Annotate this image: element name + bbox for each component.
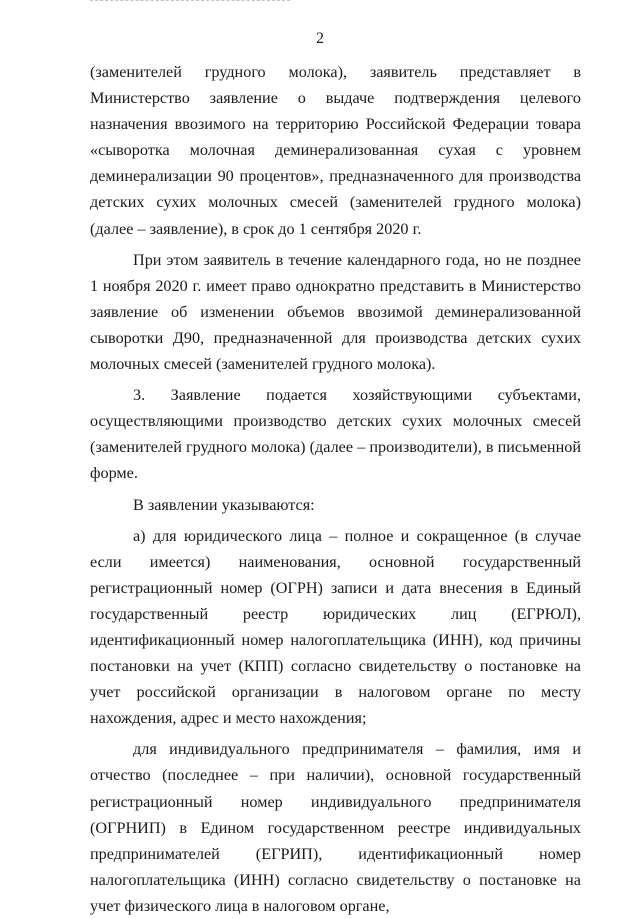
paragraph-individual-entrepreneur: для индивидуального предпринимателя – фамилия, имя и отчество (последнее – при наличии), основной государственный регистрационный номер индивидуального предпринимателя (ОГРНИП) в Едином государственном реестре индивидуальных предпринимателей (ЕГРИП), идентификационный номер налогоплательщика (ИНН) согласно свидетельству о постановке на учет физического лица в налоговом органе, xyxy=(90,740,581,915)
paragraph-item-3: 3. Заявление подается хозяйствующими субъектами, осуществляющими производство детских сухих молочных смесей (заменителей грудного молока) (далее – производители), в письменной форме. xyxy=(90,386,581,483)
scan-artifact xyxy=(90,0,290,5)
paragraph-continuation: (заменителей грудного молока), заявитель представляет в Министерство заявление о выдаче подтверждения целевого назначения ввозимого на территорию Российской Федерации товара «сыворотка молочная деминерализованная сухая с уровнем деминерализации 90 процентов», предназначенного для производства детских сухих молочных смесей (заменителей грудного молока) (далее – заявление), в срок до 1 сентября 2020 г. xyxy=(90,63,581,238)
page-number: 2 xyxy=(316,30,324,47)
paragraph-contents-intro: В заявлении указываются: xyxy=(133,495,315,514)
paragraph-amendment-right: При этом заявитель в течение календарного года, но не позднее 1 ноября 2020 г. имеет право однократно представить в Министерство заявление об изменении объемов ввозимой деминерализованной сыворотки Д90, предназначенной для производства детских сухих молочных смесей (заменителей грудного молока). xyxy=(90,250,581,374)
paragraph-legal-entity: а) для юридического лица – полное и сокращенное (в случае если имеется) наименования, основной государственный регистрационный номер (ОГРН) записи и дата внесения в Единый государственный реестр юридических лиц (ЕГРЮЛ), идентификационный номер налогоплательщика (ИНН), код причины постановки на учет (КПП) согласно свидетельству о постановке на учет российской организации в налоговом органе по месту нахождения, адрес и место нахождения; xyxy=(90,526,581,728)
document-body xyxy=(90,59,581,919)
